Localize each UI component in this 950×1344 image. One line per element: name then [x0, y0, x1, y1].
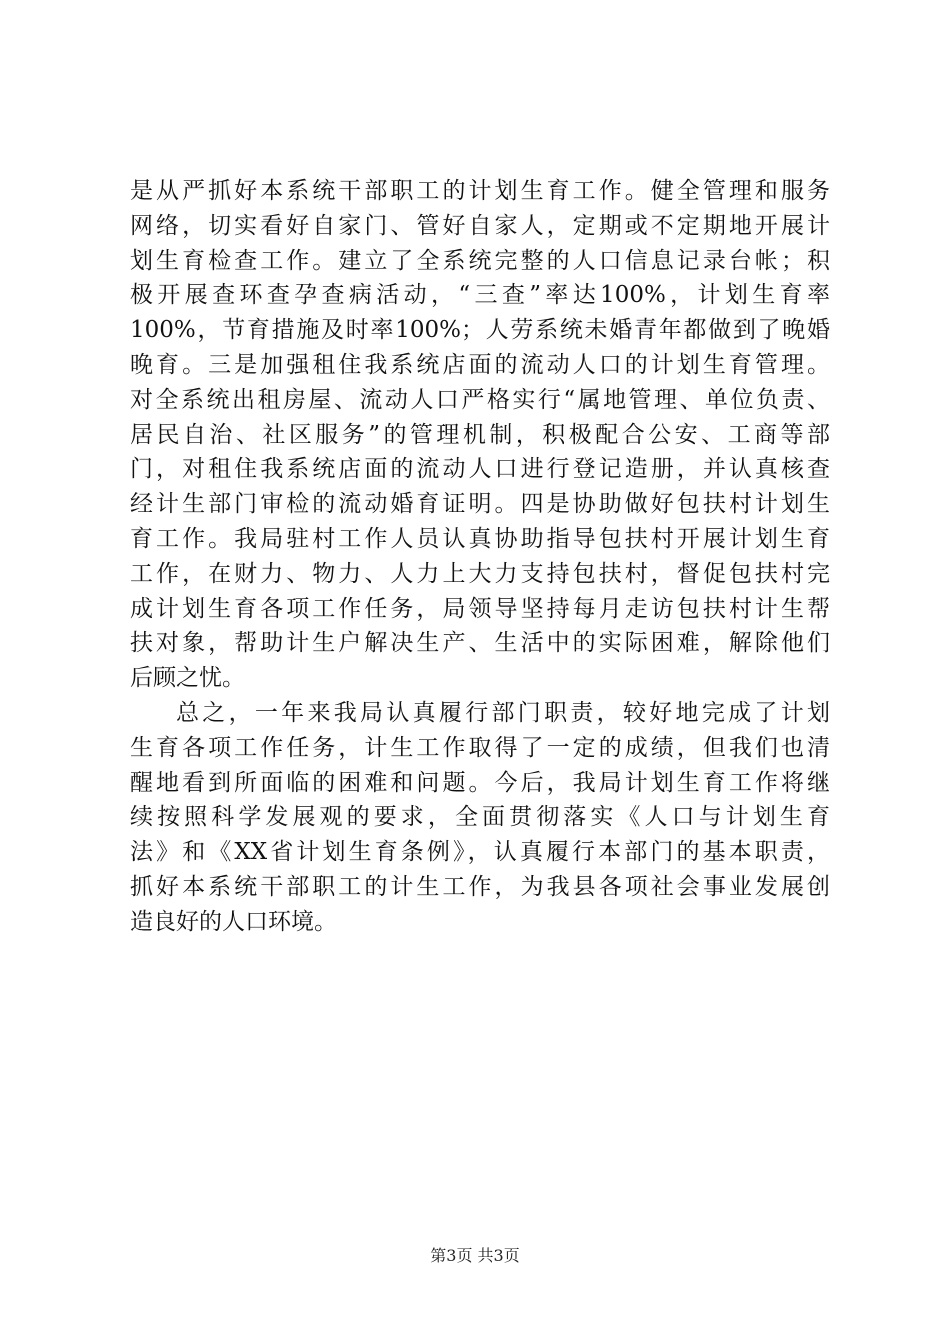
text-line: 扶对象，帮助计生户解决生产、生活中的实际困难，解除他们 — [130, 630, 830, 657]
text-line: 造良好的人口环境。 — [130, 908, 337, 935]
text-line: 醒地看到所面临的困难和问题。今后，我局计划生育工作将继 — [130, 769, 830, 796]
text-line: 总之，一年来我局认真履行部门职责，较好地完成了计划 — [176, 699, 830, 726]
page-footer — [0, 1245, 950, 1267]
text-line: 是从严抓好本系统干部职工的计划生育工作。健全管理和服务 — [130, 178, 830, 204]
page-number-label: 第3页 共3页 — [430, 1246, 520, 1265]
text-line: 划生育检查工作。建立了全系统完整的人口信息记录台帐；积 — [130, 247, 830, 274]
body-text — [130, 174, 830, 940]
text-line: 极开展查环查孕查病活动，“三查”率达100%，计划生育率 — [130, 282, 830, 309]
text-line: 成计划生育各项工作任务，局领导坚持每月走访包扶村计生帮 — [130, 595, 830, 622]
text-line: 经计生部门审检的流动婚育证明。四是协助做好包扶村计划生 — [130, 491, 830, 518]
text-line: 后顾之忧。 — [130, 665, 245, 692]
text-line: 晚育。三是加强租住我系统店面的流动人口的计划生育管理。 — [130, 351, 830, 378]
text-line: 法》和《XX省计划生育条例》，认真履行本部门的基本职责， — [130, 839, 830, 866]
text-line: 100%，节育措施及时率100%；人劳系统未婚青年都做到了晚婚 — [130, 317, 830, 344]
text-line: 对全系统出租房屋、流动人口严格实行“属地管理、单位负责、 — [130, 386, 830, 413]
text-line: 居民自治、社区服务”的管理机制，积极配合公安、工商等部 — [130, 421, 830, 448]
text-line: 续按照科学发展观的要求，全面贯彻落实《人口与计划生育 — [130, 804, 830, 831]
text-line: 生育各项工作任务，计生工作取得了一定的成绩，但我们也清 — [130, 734, 830, 761]
text-line: 抓好本系统干部职工的计生工作，为我县各项社会事业发展创 — [130, 873, 830, 900]
text-line: 育工作。我局驻村工作人员认真协助指导包扶村开展计划生育 — [130, 525, 830, 552]
paragraph-2 — [130, 696, 830, 940]
text-line: 门，对租住我系统店面的流动人口进行登记造册，并认真核查 — [130, 456, 830, 483]
paragraph-1 — [130, 174, 830, 696]
text-line: 网络，切实看好自家门、管好自家人，定期或不定期地开展计 — [130, 212, 830, 239]
text-line: 工作，在财力、物力、人力上大力支持包扶村，督促包扶村完 — [130, 560, 830, 587]
